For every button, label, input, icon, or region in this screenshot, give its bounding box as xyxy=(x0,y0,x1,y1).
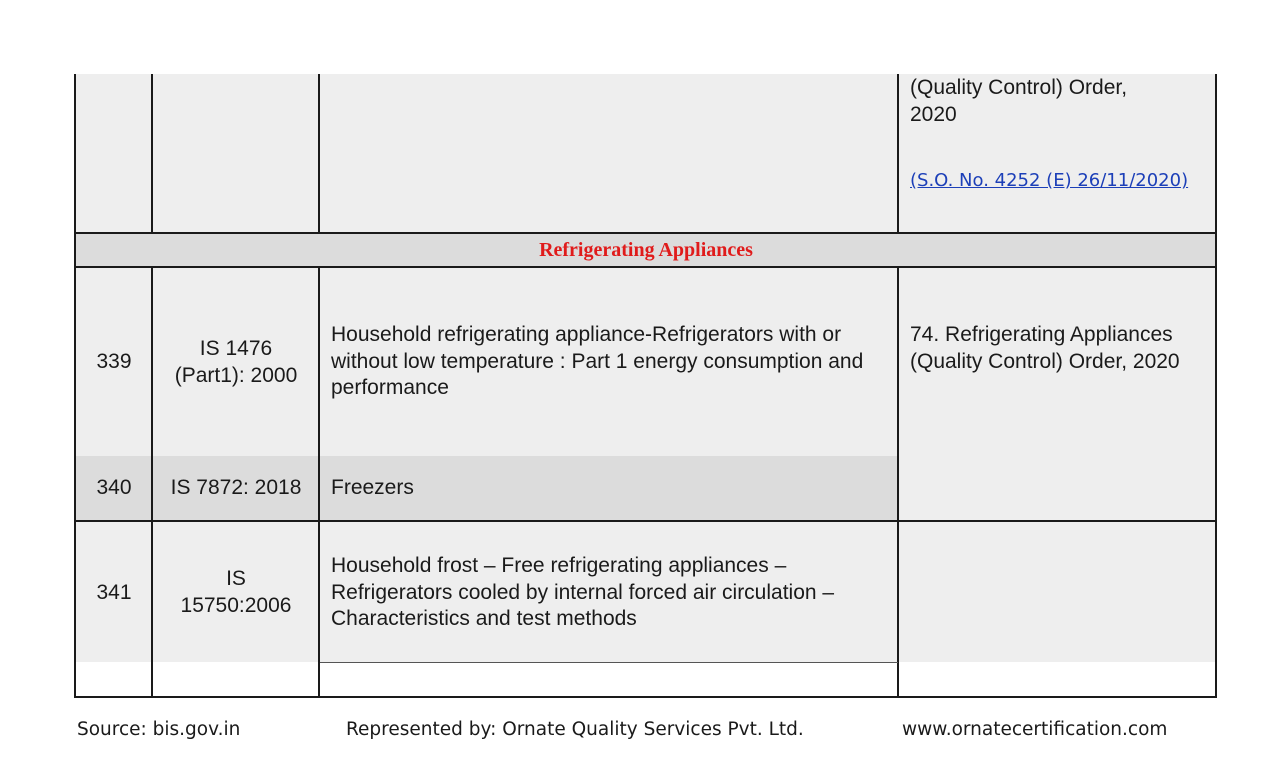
table-border-bottom xyxy=(74,696,1217,698)
row-divider-heading xyxy=(74,266,1217,268)
column-divider-2 xyxy=(318,74,320,234)
row-339-order: 74. Refrigerating Appliances (Quality Control) Order, 2020 xyxy=(910,323,1180,373)
row-divider-341 xyxy=(320,662,898,663)
row-341-title: Household frost – Free refrigerating appliances – Refrigerators cooled by internal forced air circulation – Characteristics and test methods xyxy=(331,554,835,630)
row-340-sno: 340 xyxy=(96,476,132,499)
row-339-is-number: IS 1476 (Part1): 2000 xyxy=(174,337,298,387)
row-339-sno: 339 xyxy=(96,350,132,373)
top-row-cell-title xyxy=(320,74,898,232)
column-divider-1 xyxy=(151,74,153,234)
row-340-title: Freezers xyxy=(331,476,414,499)
top-row-order-text: (Quality Control) Order, 2020 xyxy=(910,76,1128,126)
section-heading: Refrigerating Appliances xyxy=(539,239,753,261)
order-link[interactable]: (S.O. No. 4252 (E) 26/11/2020) xyxy=(910,170,1189,191)
top-row-cell-sno xyxy=(76,74,152,232)
merged-order-cell-bg xyxy=(899,268,1215,520)
row-339-title: Household refrigerating appliance-Refrigerators with or without low temperature : Part 1 energy consumption and performance xyxy=(331,323,864,399)
row-divider-340 xyxy=(74,520,1217,522)
footer-source: Source: bis.gov.in xyxy=(77,719,241,740)
footer-website: www.ornatecertification.com xyxy=(902,719,1168,740)
row-341-sno: 341 xyxy=(96,581,132,604)
column-divider-3b xyxy=(897,266,899,698)
row-341-is-number: IS 15750:2006 xyxy=(180,567,292,617)
row-340-is-number: IS 7872: 2018 xyxy=(170,476,302,499)
top-row-cell-is xyxy=(153,74,319,232)
table-border-right xyxy=(1215,74,1217,698)
footer-represented-by: Represented by: Ornate Quality Services Pvt. Ltd. xyxy=(346,719,804,740)
column-divider-3 xyxy=(897,74,899,234)
